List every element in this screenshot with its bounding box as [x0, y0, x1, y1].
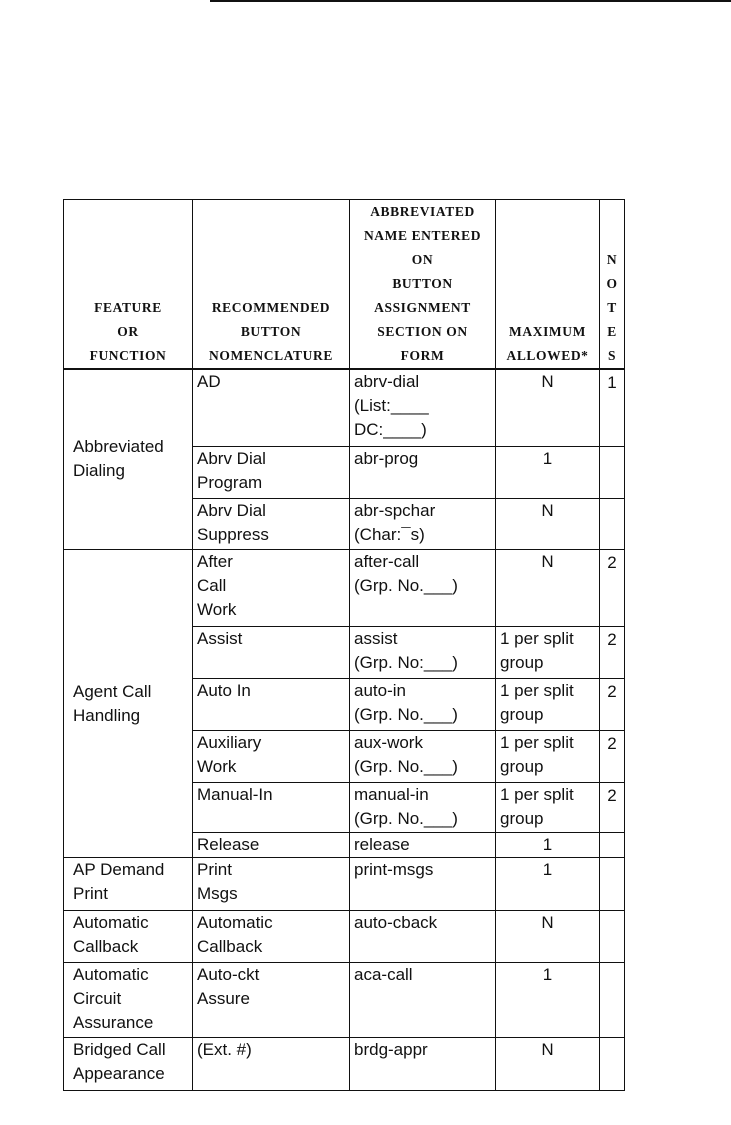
note-cell [600, 858, 625, 910]
max-cell: N [496, 549, 600, 626]
abbrev-cell: aca-call [350, 962, 496, 1037]
note-cell: 2 [600, 679, 625, 731]
abbrev-cell: abrv-dial (List:____ DC:____) [350, 369, 496, 446]
note-cell: 2 [600, 731, 625, 783]
table-row [64, 549, 625, 626]
button-cell: Auto In [193, 679, 350, 731]
button-cell: After Call Work [193, 549, 350, 626]
max-cell: N [496, 369, 600, 446]
feature-cell: Automatic Circuit Assurance [64, 962, 193, 1037]
button-cell: Manual-In [193, 783, 350, 833]
max-cell: 1 per split group [496, 679, 600, 731]
header-notes: N O T E S [600, 200, 625, 370]
top-rule [210, 0, 731, 2]
abbrev-cell: assist (Grp. No:___) [350, 627, 496, 679]
abbrev-cell: auto-cback [350, 910, 496, 962]
feature-cell: Bridged Call Appearance [64, 1037, 193, 1090]
button-cell: Print Msgs [193, 858, 350, 910]
abbrev-cell: aux-work (Grp. No.___) [350, 731, 496, 783]
button-cell: Abrv Dial Program [193, 446, 350, 498]
note-cell [600, 1037, 625, 1090]
header-feature: FEATURE OR FUNCTION [64, 200, 193, 370]
abbrev-cell: abr-spchar (Char:¯s) [350, 498, 496, 549]
abbrev-cell: abr-prog [350, 446, 496, 498]
max-cell: 1 [496, 446, 600, 498]
note-cell: 2 [600, 549, 625, 626]
button-cell: Abrv Dial Suppress [193, 498, 350, 549]
max-cell: N [496, 498, 600, 549]
note-cell [600, 446, 625, 498]
header-abbreviated-name: ABBREVIATED NAME ENTERED ON BUTTON ASSIGNMENT SECTION ON FORM [350, 200, 496, 370]
button-cell: Auto-ckt Assure [193, 962, 350, 1037]
feature-cell: Agent Call Handling [64, 549, 193, 858]
note-cell: 2 [600, 783, 625, 833]
note-cell [600, 498, 625, 549]
feature-cell: Abbreviated Dialing [64, 369, 193, 549]
feature-cell: AP Demand Print [64, 858, 193, 910]
note-cell [600, 962, 625, 1037]
note-cell [600, 833, 625, 858]
max-cell: 1 [496, 833, 600, 858]
max-cell: N [496, 1037, 600, 1090]
note-cell: 2 [600, 627, 625, 679]
max-cell: 1 per split group [496, 627, 600, 679]
table-row [64, 369, 625, 446]
button-cell: Automatic Callback [193, 910, 350, 962]
table-row [64, 962, 625, 1037]
button-cell: Auxiliary Work [193, 731, 350, 783]
abbrev-cell: manual-in (Grp. No.___) [350, 783, 496, 833]
max-cell: 1 [496, 962, 600, 1037]
abbrev-cell: auto-in (Grp. No.___) [350, 679, 496, 731]
button-cell: Release [193, 833, 350, 858]
table-row [64, 858, 625, 910]
table-row [64, 910, 625, 962]
max-cell: 1 [496, 858, 600, 910]
abbrev-cell: after-call (Grp. No.___) [350, 549, 496, 626]
max-cell: 1 per split group [496, 783, 600, 833]
header-row [64, 200, 625, 370]
max-cell: N [496, 910, 600, 962]
feature-cell: Automatic Callback [64, 910, 193, 962]
abbrev-cell: brdg-appr [350, 1037, 496, 1090]
abbrev-cell: release [350, 833, 496, 858]
note-cell [600, 910, 625, 962]
button-cell: AD [193, 369, 350, 446]
header-maximum: MAXIMUM ALLOWED* [496, 200, 600, 370]
button-cell: Assist [193, 627, 350, 679]
max-cell: 1 per split group [496, 731, 600, 783]
header-button: RECOMMENDED BUTTON NOMENCLATURE [193, 200, 350, 370]
table-row [64, 1037, 625, 1090]
abbrev-cell: print-msgs [350, 858, 496, 910]
button-assignment-table [63, 199, 625, 1091]
button-cell: (Ext. #) [193, 1037, 350, 1090]
note-cell: 1 [600, 369, 625, 446]
